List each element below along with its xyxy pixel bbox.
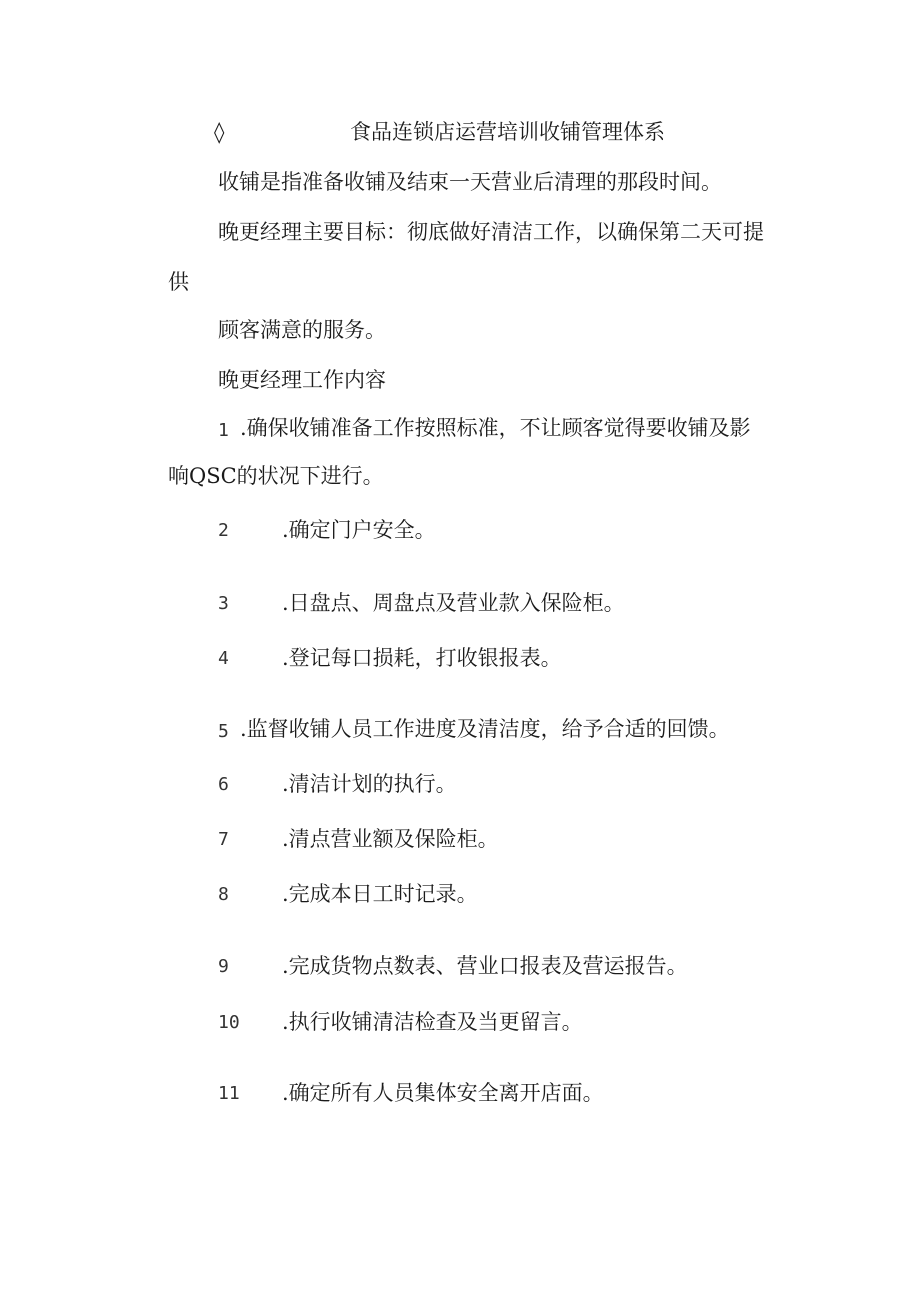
paragraph-service: 顾客满意的服务。 <box>218 318 386 342</box>
list-item-number: 10 <box>218 1012 240 1033</box>
list-item-number: 5 <box>218 721 229 742</box>
list-item-number: 1 <box>218 420 229 441</box>
list-item <box>218 880 818 908</box>
list-item-text: .监督收铺人员工作进度及清洁度，给予合适的回馈。 <box>240 717 730 741</box>
list-item-number: 2 <box>218 520 229 541</box>
paragraph-definition: 收铺是指准备收铺及结束一天营业后清理的那段时间。 <box>218 170 722 194</box>
list-item-text: .确定所有人员集体安全离开店面。 <box>282 1081 604 1105</box>
list-item-text: .登记每口损耗，打收银报表。 <box>282 646 562 670</box>
list-item <box>218 1008 818 1036</box>
paragraph-goal-line2: 供 <box>168 270 189 294</box>
list-item-number: 7 <box>218 829 229 850</box>
list-item-text: .清点营业额及保险柜。 <box>282 827 499 851</box>
list-item <box>218 770 818 798</box>
list-item-number: 6 <box>218 774 229 795</box>
list-item-text: .日盘点、周盘点及营业款入保险柜。 <box>282 591 625 615</box>
list-item-number: 3 <box>218 593 229 614</box>
section-heading: 晚更经理工作内容 <box>218 368 386 392</box>
list-item-text-line1: .确保收铺准备工作按照标准，不让顾客觉得要收铺及影 <box>240 416 751 440</box>
list-item <box>218 952 818 980</box>
list-item <box>218 589 818 617</box>
list-item <box>218 825 818 853</box>
list-item-text: .完成货物点数表、营业口报表及营运报告。 <box>282 954 688 978</box>
list-item-number: 9 <box>218 956 229 977</box>
list-item-text: .完成本日工时记录。 <box>282 882 478 906</box>
list-item-text-line2: 响QSC的状况下进行。 <box>168 464 384 488</box>
list-item <box>218 644 818 672</box>
paragraph-goal-line1: 晚更经理主要目标：彻底做好清洁工作，以确保第二天可提 <box>218 220 764 244</box>
list-item-number: 8 <box>218 884 229 905</box>
title-bullet: ◊ <box>214 120 225 144</box>
page-title: 食品连锁店运营培训收铺管理体系 <box>350 120 665 144</box>
list-item <box>218 1079 818 1107</box>
list-item-text: .确定门户安全。 <box>282 518 436 542</box>
list-item-number: 11 <box>218 1083 240 1104</box>
list-item <box>218 516 818 544</box>
list-item-text: .清洁计划的执行。 <box>282 772 457 796</box>
list-item-number: 4 <box>218 648 229 669</box>
list-item-text: .执行收铺清洁检查及当更留言。 <box>282 1010 583 1034</box>
